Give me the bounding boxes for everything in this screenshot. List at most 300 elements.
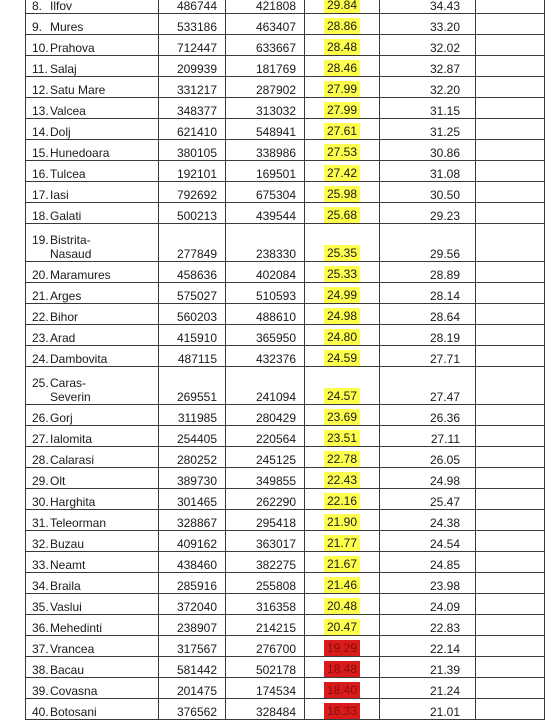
value-cell-4[interactable]	[305, 98, 380, 119]
value-cell-3-value: 463407	[255, 20, 296, 34]
value-cell-3[interactable]	[226, 224, 305, 262]
value-cell-5[interactable]	[380, 283, 476, 304]
value-cell-4[interactable]	[305, 657, 380, 678]
value-cell-3-value: 432376	[255, 352, 296, 366]
county-cell[interactable]	[26, 636, 159, 657]
value-cell-3-value: 439544	[255, 209, 296, 223]
empty-cell[interactable]	[476, 657, 545, 678]
table-row	[26, 657, 545, 678]
county-cell[interactable]	[26, 161, 159, 182]
value-cell-4-value: 19.29	[324, 640, 360, 656]
value-cell-4-value: 25.35	[324, 245, 360, 261]
value-cell-4[interactable]	[305, 468, 380, 489]
value-cell-4[interactable]	[305, 510, 380, 531]
value-cell-4[interactable]	[305, 283, 380, 304]
empty-cell[interactable]	[476, 283, 545, 304]
value-cell-5-value: 23.98	[429, 579, 460, 593]
empty-cell[interactable]	[476, 140, 545, 161]
county-name: Satu Mare	[50, 83, 106, 97]
value-cell-3[interactable]	[226, 615, 305, 636]
value-cell-4[interactable]	[305, 119, 380, 140]
county-cell[interactable]	[26, 35, 159, 56]
value-cell-5[interactable]	[380, 98, 476, 119]
value-cell-4-value: 24.98	[324, 308, 360, 324]
county-cell[interactable]	[26, 531, 159, 552]
value-cell-2[interactable]	[159, 304, 226, 325]
table-row	[26, 346, 545, 367]
value-cell-5-value: 28.64	[429, 310, 460, 324]
value-cell-4[interactable]	[305, 594, 380, 615]
value-cell-3-value: 328484	[255, 705, 296, 719]
county-cell[interactable]	[26, 224, 159, 262]
value-cell-4[interactable]	[305, 203, 380, 224]
value-cell-2[interactable]	[159, 531, 226, 552]
row-number: 28.	[32, 453, 49, 467]
empty-cell[interactable]	[476, 552, 545, 573]
value-cell-4[interactable]	[305, 489, 380, 510]
value-cell-5-value: 30.50	[429, 188, 460, 202]
county-cell[interactable]	[26, 552, 159, 573]
value-cell-3[interactable]	[226, 35, 305, 56]
value-cell-3-value: 313032	[255, 104, 296, 118]
value-cell-3[interactable]	[226, 573, 305, 594]
value-cell-2[interactable]	[159, 262, 226, 283]
value-cell-3[interactable]	[226, 140, 305, 161]
value-cell-2-value: 500213	[176, 209, 217, 223]
value-cell-5-value: 32.87	[429, 62, 460, 76]
county-name: Valcea	[50, 104, 86, 118]
value-cell-4[interactable]	[305, 552, 380, 573]
empty-cell[interactable]	[476, 615, 545, 636]
county-cell[interactable]	[26, 405, 159, 426]
value-cell-5[interactable]	[380, 447, 476, 468]
table-row	[26, 552, 545, 573]
value-cell-4-value: 27.53	[324, 144, 360, 160]
county-cell[interactable]	[26, 304, 159, 325]
empty-cell[interactable]	[476, 56, 545, 77]
row-number: 26.	[32, 411, 49, 425]
value-cell-5[interactable]	[380, 304, 476, 325]
table-row	[26, 283, 545, 304]
table-row	[26, 161, 545, 182]
value-cell-5[interactable]	[380, 77, 476, 98]
value-cell-2[interactable]	[159, 678, 226, 699]
row-number: 32.	[32, 537, 49, 551]
value-cell-2-value: 317567	[176, 642, 217, 656]
value-cell-4-value: 25.68	[324, 207, 360, 223]
table-row	[26, 325, 545, 346]
row-number: 27.	[32, 432, 49, 446]
county-cell[interactable]	[26, 119, 159, 140]
value-cell-4[interactable]	[305, 573, 380, 594]
row-number: 29.	[32, 474, 49, 488]
value-cell-2[interactable]	[159, 346, 226, 367]
value-cell-3-value: 363017	[255, 537, 296, 551]
value-cell-4[interactable]	[305, 224, 380, 262]
value-cell-3[interactable]	[226, 262, 305, 283]
value-cell-5[interactable]	[380, 426, 476, 447]
value-cell-3-value: 633667	[255, 41, 296, 55]
county-name: Mures	[50, 20, 84, 34]
county-cell[interactable]	[26, 283, 159, 304]
empty-cell[interactable]	[476, 0, 545, 14]
value-cell-5[interactable]	[380, 678, 476, 699]
value-cell-5[interactable]	[380, 699, 476, 720]
value-cell-5[interactable]	[380, 182, 476, 203]
value-cell-4[interactable]	[305, 140, 380, 161]
value-cell-5[interactable]	[380, 573, 476, 594]
county-cell[interactable]	[26, 14, 159, 35]
value-cell-2[interactable]	[159, 224, 226, 262]
value-cell-5[interactable]	[380, 468, 476, 489]
value-cell-2-value: 621410	[176, 125, 217, 139]
county-name: Harghita	[50, 495, 96, 509]
row-number: 34.	[32, 579, 49, 593]
value-cell-2[interactable]	[159, 140, 226, 161]
table-row	[26, 304, 545, 325]
value-cell-2[interactable]	[159, 14, 226, 35]
value-cell-4[interactable]	[305, 426, 380, 447]
value-cell-4-value: 27.99	[324, 102, 360, 118]
empty-cell[interactable]	[476, 98, 545, 119]
value-cell-5[interactable]	[380, 56, 476, 77]
county-name: Maramures	[50, 268, 111, 282]
value-cell-2[interactable]	[159, 203, 226, 224]
row-number: 9.	[32, 20, 43, 34]
empty-cell[interactable]	[476, 203, 545, 224]
value-cell-5-value: 26.05	[429, 453, 460, 467]
value-cell-2[interactable]	[159, 35, 226, 56]
value-cell-2-value: 285916	[176, 579, 217, 593]
value-cell-3[interactable]	[226, 468, 305, 489]
value-cell-5[interactable]	[380, 14, 476, 35]
county-cell[interactable]	[26, 510, 159, 531]
empty-cell[interactable]	[476, 489, 545, 510]
row-number: 17.	[32, 188, 49, 202]
county-cell[interactable]	[26, 699, 159, 720]
value-cell-3[interactable]	[226, 77, 305, 98]
value-cell-3-value: 238330	[255, 247, 296, 261]
value-cell-4-value: 24.99	[324, 287, 360, 303]
value-cell-4[interactable]	[305, 615, 380, 636]
value-cell-5-value: 34.43	[429, 0, 460, 13]
empty-cell[interactable]	[476, 367, 545, 405]
value-cell-2-value: 376562	[176, 705, 217, 719]
table-row	[26, 489, 545, 510]
value-cell-5[interactable]	[380, 531, 476, 552]
row-number: 16.	[32, 167, 49, 181]
empty-cell[interactable]	[476, 426, 545, 447]
empty-cell[interactable]	[476, 447, 545, 468]
empty-cell[interactable]	[476, 224, 545, 262]
value-cell-5[interactable]	[380, 161, 476, 182]
value-cell-3-value: 287902	[255, 83, 296, 97]
value-cell-2[interactable]	[159, 615, 226, 636]
county-name: Hunedoara	[50, 146, 110, 160]
value-cell-3[interactable]	[226, 203, 305, 224]
value-cell-4[interactable]	[305, 325, 380, 346]
table-row	[26, 0, 545, 14]
value-cell-3-value: 488610	[255, 310, 296, 324]
value-cell-2-value: 254405	[176, 432, 217, 446]
value-cell-2[interactable]	[159, 426, 226, 447]
value-cell-5[interactable]	[380, 405, 476, 426]
value-cell-5[interactable]	[380, 615, 476, 636]
empty-cell[interactable]	[476, 325, 545, 346]
value-cell-4-value: 20.47	[324, 619, 360, 635]
county-cell[interactable]	[26, 77, 159, 98]
empty-cell[interactable]	[476, 405, 545, 426]
empty-cell[interactable]	[476, 35, 545, 56]
county-name: Teleorman	[50, 516, 107, 530]
value-cell-4[interactable]	[305, 699, 380, 720]
value-cell-5[interactable]	[380, 346, 476, 367]
empty-cell[interactable]	[476, 468, 545, 489]
value-cell-2[interactable]	[159, 657, 226, 678]
value-cell-2[interactable]	[159, 573, 226, 594]
value-cell-4[interactable]	[305, 531, 380, 552]
value-cell-3[interactable]	[226, 552, 305, 573]
value-cell-4-value: 20.48	[324, 598, 360, 614]
value-cell-3[interactable]	[226, 489, 305, 510]
value-cell-3[interactable]	[226, 594, 305, 615]
value-cell-5[interactable]	[380, 636, 476, 657]
empty-cell[interactable]	[476, 346, 545, 367]
empty-cell[interactable]	[476, 510, 545, 531]
empty-cell[interactable]	[476, 636, 545, 657]
county-cell[interactable]	[26, 367, 159, 405]
empty-cell[interactable]	[476, 182, 545, 203]
value-cell-5[interactable]	[380, 140, 476, 161]
value-cell-3[interactable]	[226, 182, 305, 203]
empty-cell[interactable]	[476, 678, 545, 699]
value-cell-2[interactable]	[159, 510, 226, 531]
value-cell-4[interactable]	[305, 304, 380, 325]
county-cell[interactable]	[26, 98, 159, 119]
row-number: 35.	[32, 600, 49, 614]
value-cell-2[interactable]	[159, 56, 226, 77]
empty-cell[interactable]	[476, 77, 545, 98]
county-cell[interactable]	[26, 489, 159, 510]
value-cell-3[interactable]	[226, 426, 305, 447]
value-cell-4[interactable]	[305, 447, 380, 468]
county-cell[interactable]	[26, 56, 159, 77]
value-cell-2[interactable]	[159, 636, 226, 657]
value-cell-4[interactable]	[305, 0, 380, 14]
table-row	[26, 182, 545, 203]
value-cell-2[interactable]	[159, 489, 226, 510]
table-row	[26, 615, 545, 636]
value-cell-3-value: 675304	[255, 188, 296, 202]
county-cell[interactable]	[26, 140, 159, 161]
value-cell-5-value: 27.11	[430, 432, 460, 446]
value-cell-2[interactable]	[159, 594, 226, 615]
value-cell-5-value: 29.23	[429, 209, 460, 223]
row-number: 31.	[32, 516, 49, 530]
value-cell-5[interactable]	[380, 203, 476, 224]
value-cell-3[interactable]	[226, 699, 305, 720]
row-number: 8.	[32, 0, 43, 13]
value-cell-5-value: 30.86	[429, 146, 460, 160]
value-cell-2[interactable]	[159, 161, 226, 182]
value-cell-5-value: 24.38	[429, 516, 460, 530]
value-cell-5[interactable]	[380, 35, 476, 56]
value-cell-5[interactable]	[380, 367, 476, 405]
row-number: 37.	[32, 642, 49, 656]
value-cell-5[interactable]	[380, 510, 476, 531]
empty-cell[interactable]	[476, 262, 545, 283]
value-cell-3[interactable]	[226, 161, 305, 182]
empty-cell[interactable]	[476, 119, 545, 140]
value-cell-2[interactable]	[159, 699, 226, 720]
value-cell-3[interactable]	[226, 678, 305, 699]
county-name: Arad	[50, 331, 76, 345]
value-cell-3[interactable]	[226, 14, 305, 35]
county-cell[interactable]	[26, 615, 159, 636]
county-cell[interactable]	[26, 447, 159, 468]
value-cell-3-value: 510593	[255, 289, 296, 303]
value-cell-5[interactable]	[380, 0, 476, 14]
value-cell-5[interactable]	[380, 594, 476, 615]
county-cell[interactable]	[26, 678, 159, 699]
value-cell-4-value: 21.67	[324, 556, 360, 572]
value-cell-4[interactable]	[305, 56, 380, 77]
value-cell-3[interactable]	[226, 531, 305, 552]
value-cell-3[interactable]	[226, 304, 305, 325]
value-cell-3[interactable]	[226, 367, 305, 405]
value-cell-4[interactable]	[305, 367, 380, 405]
county-cell[interactable]	[26, 594, 159, 615]
row-number: 10.	[32, 41, 49, 55]
value-cell-4[interactable]	[305, 161, 380, 182]
county-cell[interactable]	[26, 203, 159, 224]
value-cell-2[interactable]	[159, 367, 226, 405]
county-name: Bistrita-	[50, 233, 91, 247]
table-body	[26, 0, 545, 720]
row-number: 12.	[32, 83, 49, 97]
value-cell-2[interactable]	[159, 468, 226, 489]
value-cell-3-value: 338986	[255, 146, 296, 160]
empty-cell[interactable]	[476, 304, 545, 325]
value-cell-5[interactable]	[380, 224, 476, 262]
value-cell-3[interactable]	[226, 0, 305, 14]
empty-cell[interactable]	[476, 573, 545, 594]
value-cell-4[interactable]	[305, 35, 380, 56]
row-number: 18.	[32, 209, 49, 223]
value-cell-3[interactable]	[226, 657, 305, 678]
county-cell[interactable]	[26, 262, 159, 283]
county-cell[interactable]	[26, 346, 159, 367]
value-cell-4[interactable]	[305, 346, 380, 367]
value-cell-4[interactable]	[305, 14, 380, 35]
empty-cell[interactable]	[476, 699, 545, 720]
value-cell-2-value: 380105	[176, 146, 217, 160]
county-cell[interactable]	[26, 0, 159, 14]
value-cell-4[interactable]	[305, 636, 380, 657]
value-cell-2[interactable]	[159, 182, 226, 203]
value-cell-3[interactable]	[226, 119, 305, 140]
empty-cell[interactable]	[476, 594, 545, 615]
county-cell[interactable]	[26, 325, 159, 346]
value-cell-4[interactable]	[305, 77, 380, 98]
value-cell-2[interactable]	[159, 98, 226, 119]
table-row	[26, 224, 545, 262]
value-cell-4[interactable]	[305, 182, 380, 203]
value-cell-3[interactable]	[226, 405, 305, 426]
table-row	[26, 594, 545, 615]
value-cell-4[interactable]	[305, 678, 380, 699]
value-cell-5[interactable]	[380, 552, 476, 573]
value-cell-5[interactable]	[380, 119, 476, 140]
value-cell-4[interactable]	[305, 405, 380, 426]
county-cell[interactable]	[26, 573, 159, 594]
table-row	[26, 510, 545, 531]
value-cell-5-value: 32.20	[429, 83, 460, 97]
county-name: Bacau	[50, 663, 85, 677]
value-cell-3[interactable]	[226, 325, 305, 346]
value-cell-5[interactable]	[380, 262, 476, 283]
county-name: Covasna	[50, 684, 98, 698]
value-cell-4-value: 27.99	[324, 81, 360, 97]
value-cell-2-value: 533186	[176, 20, 217, 34]
value-cell-5[interactable]	[380, 489, 476, 510]
value-cell-5[interactable]	[380, 325, 476, 346]
value-cell-2[interactable]	[159, 552, 226, 573]
county-name: Prahova	[50, 41, 95, 55]
value-cell-3[interactable]	[226, 510, 305, 531]
table-row	[26, 426, 545, 447]
empty-cell[interactable]	[476, 161, 545, 182]
empty-cell[interactable]	[476, 14, 545, 35]
value-cell-3[interactable]	[226, 447, 305, 468]
value-cell-2[interactable]	[159, 283, 226, 304]
value-cell-2-value: 280252	[176, 453, 217, 467]
value-cell-3[interactable]	[226, 98, 305, 119]
value-cell-3[interactable]	[226, 283, 305, 304]
value-cell-5-value: 31.15	[429, 104, 460, 118]
value-cell-5-value: 28.14	[429, 289, 460, 303]
county-cell[interactable]	[26, 182, 159, 203]
value-cell-2[interactable]	[159, 119, 226, 140]
row-number: 14.	[32, 125, 49, 139]
value-cell-3[interactable]	[226, 636, 305, 657]
county-cell[interactable]	[26, 468, 159, 489]
county-name: Ialomita	[50, 432, 93, 446]
value-cell-2-value: 486744	[176, 0, 217, 13]
table-row	[26, 98, 545, 119]
value-cell-2[interactable]	[159, 405, 226, 426]
value-cell-2-value: 487115	[177, 352, 217, 366]
county-cell[interactable]	[26, 657, 159, 678]
value-cell-2-value: 581442	[176, 663, 217, 677]
value-cell-3[interactable]	[226, 56, 305, 77]
row-number: 22.	[32, 310, 49, 324]
value-cell-2[interactable]	[159, 325, 226, 346]
row-number: 36.	[32, 621, 49, 635]
empty-cell[interactable]	[476, 531, 545, 552]
value-cell-4[interactable]	[305, 262, 380, 283]
value-cell-2[interactable]	[159, 77, 226, 98]
value-cell-2[interactable]	[159, 0, 226, 14]
value-cell-2-value: 712447	[176, 41, 217, 55]
value-cell-5-value: 25.47	[429, 495, 460, 509]
value-cell-3[interactable]	[226, 346, 305, 367]
county-name: Neamt	[50, 558, 86, 572]
value-cell-5[interactable]	[380, 657, 476, 678]
value-cell-2-value: 277849	[176, 247, 217, 261]
county-cell[interactable]	[26, 426, 159, 447]
value-cell-2[interactable]	[159, 447, 226, 468]
